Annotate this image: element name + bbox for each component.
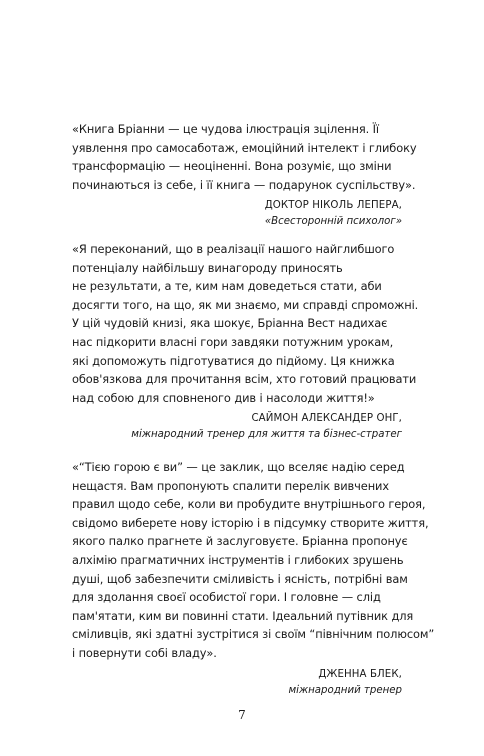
quote-author-role: міжнародний тренер для життя та бізнес-стратег (131, 429, 402, 441)
quote-line: сміливців, які здатні зустрітися зі своїм “північним полюсом” (72, 627, 435, 642)
quote-line: алхімію прагматичних інструментів і глибоких зрушень (72, 552, 404, 567)
quote-line: досягти того, на що, як ми знаємо, ми справді спроможні. (72, 297, 419, 312)
quote-line: душі, щоб забезпечити сміливість і ясність, потрібні вам (72, 571, 408, 586)
quote-line: пам'ятати, ким ви повинні стати. Ідеальний путівник для (72, 608, 414, 623)
quote-text (72, 120, 417, 194)
quote-line: «Я переконаний, що в реалізації нашого найглибшого (72, 242, 395, 256)
quote-line: «“Тією горою є ви” — це заклик, що вселяє надію серед (72, 460, 405, 474)
quote-author: ДЖЕННА БЛЕК, (318, 668, 402, 680)
testimonial-quote (72, 458, 435, 699)
quote-author: САЙМОН АЛЕКСАНДЕР ОНГ, (251, 413, 402, 425)
quote-line: починаються із себе, і її книга — подарунок суспільству». (72, 177, 416, 192)
quote-line: обов'язкова для прочитання всім, хто готовий працювати (72, 372, 417, 387)
quote-line: не результати, а те, ким нам доведеться стати, аби (72, 279, 382, 294)
page-number: 7 (238, 708, 246, 722)
quote-author: ДОКТОР НІКОЛЬ ЛЕПЕРА, (264, 200, 402, 212)
quote-line: і повернути собі владу». (72, 645, 217, 660)
quote-line: для здолання своєї особистої гори. І головне — слід (72, 590, 381, 605)
quote-line: нещастя. Вам пропонують спалити перелік вивчених (72, 478, 390, 493)
quote-line: «Книга Бріанни — це чудова ілюстрація зцілення. Її (72, 122, 379, 136)
quote-line: потенціалу найбільшу винагороду приносять (72, 260, 343, 275)
testimonial-quote (72, 120, 417, 230)
quote-line: трансформацію — неоціненні. Вона розуміє, що зміни (72, 159, 392, 174)
quote-line: свідомо виберете нову історію і в підсумку створите життя, (72, 515, 429, 530)
quote-text (72, 240, 419, 407)
quote-text (72, 458, 435, 663)
quote-line: нас підкорити власні гори завдяки потужним урокам, (72, 334, 394, 349)
testimonial-quote (72, 240, 419, 443)
quote-line: У цій чудовій книзі, яка шокує, Бріанна Вест надихає (72, 316, 388, 331)
quote-author-role: міжнародний тренер (288, 684, 402, 696)
quote-author-role: «Всесторонній психолог» (264, 216, 402, 228)
quote-line: правил щодо себе, коли ви пробудите внутрішнього героя, (72, 497, 426, 512)
quote-line: якого палко прагнете й заслуговуєте. Бріанна пропонує (72, 534, 408, 549)
quote-line: над собою для сповненого див і насолоди життя!» (72, 390, 375, 405)
quote-line: які допоможуть підготуватися до підйому. Ця книжка (72, 353, 395, 368)
quote-line: уявлення про самосаботаж, емоційний інтелект і глибоку (72, 140, 417, 155)
